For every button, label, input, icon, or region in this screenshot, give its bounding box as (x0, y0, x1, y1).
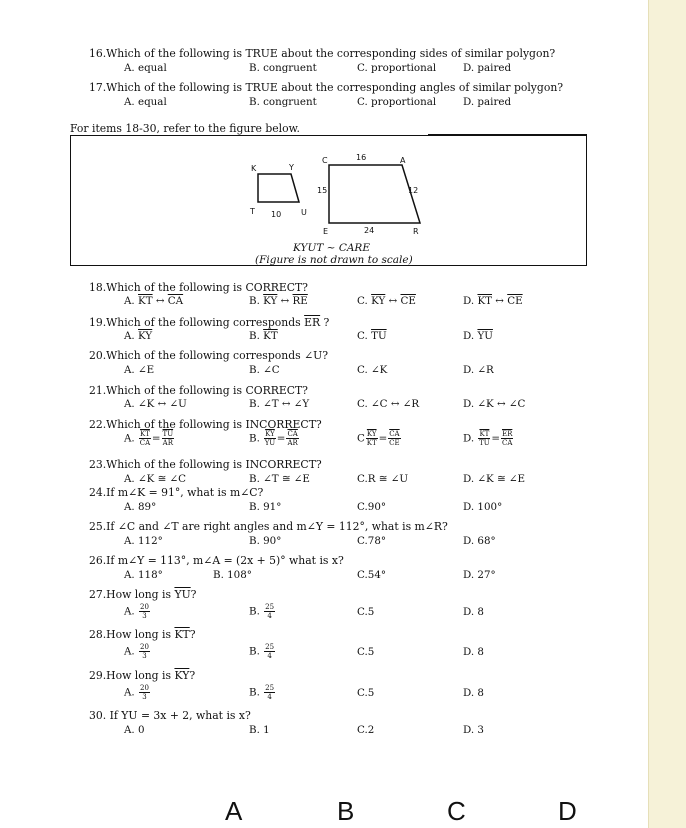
q29-option-b[interactable]: B. $\frac{25}{4}$ (249, 684, 275, 701)
q18-stem: 18.Which of the following is CORRECT? (89, 281, 308, 294)
q19-stem: 19.Which of the following corresponds $\overline{ER}$ ? (89, 316, 330, 329)
q24-option-d[interactable]: D. 100° (463, 501, 503, 513)
q28-stem: 28.How long is $\overline{KT}$? (89, 628, 196, 641)
q17-option-a[interactable]: A. equal (124, 96, 167, 108)
q19-option-d[interactable]: D. $\overline{YU}$ (463, 330, 493, 342)
q30-option-c[interactable]: C.2 (357, 724, 375, 736)
q21-option-b[interactable]: B. ∠T ↔ ∠Y (249, 398, 310, 410)
q23-stem: 23.Which of the following is INCORRECT? (89, 458, 322, 471)
q29-option-c[interactable]: C.5 (357, 687, 375, 699)
label-ar-length: 12 (408, 186, 419, 195)
q22-option-b[interactable]: B. $\frac{\overline{KY}}{YU}$ = $\frac{\overline{CA}}{AR}$ (249, 430, 298, 447)
q22-option-a[interactable]: A. $\frac{\overline{KT}}{CA}$ = $\frac{\overline{TU}}{AR}$ (124, 430, 174, 447)
q24-stem: 24.If m∠K = 91°, what is m∠C? (89, 486, 264, 499)
q30-stem: 30. If YU = 3x + 2, what is x? (89, 709, 251, 722)
q25-option-b[interactable]: B. 90° (249, 535, 282, 547)
q22-stem: 22.Which of the following is INCORRECT? (89, 418, 322, 431)
q18-option-a[interactable]: A. $\overline{KT}$ ↔ $\overline{CA}$ (124, 295, 184, 307)
label-er-length: 24 (364, 226, 375, 235)
q18-option-c[interactable]: C. $\overline{KY}$ ↔ $\overline{CE}$ (357, 295, 416, 307)
q20-stem: 20.Which of the following corresponds ∠U? (89, 349, 329, 362)
q27-option-c[interactable]: C.5 (357, 606, 375, 618)
label-t: T (250, 207, 255, 216)
q16-option-c[interactable]: C. proportional (357, 62, 437, 74)
label-ca-length: 16 (356, 153, 367, 162)
q17-stem: 17.Which of the following is TRUE about the corresponding angles of similar polygon? (89, 81, 564, 94)
label-k: K (251, 164, 257, 173)
q28-option-c[interactable]: C.5 (357, 646, 375, 658)
side-margin-strip (648, 0, 686, 828)
answer-tab-a[interactable]: A (225, 796, 243, 826)
label-r: R (413, 227, 419, 236)
label-e: E (323, 227, 329, 236)
q26-option-d[interactable]: D. 27° (463, 569, 496, 581)
instruction-text: For items 18-30, refer to the figure below. (70, 122, 300, 135)
q16-option-a[interactable]: A. equal (124, 62, 167, 74)
q18-option-d[interactable]: D. $\overline{KT}$ ↔ $\overline{CE}$ (463, 295, 523, 307)
q25-option-d[interactable]: D. 68° (463, 535, 496, 547)
q19-option-a[interactable]: A. $\overline{KY}$ (124, 330, 153, 342)
q22-option-c[interactable]: C $\frac{\overline{KY}}{KT}$ = $\frac{\overline{CA}}{CE}$ (357, 430, 400, 447)
q20-option-b[interactable]: B. ∠C (249, 364, 280, 376)
answer-tab-d[interactable]: D (558, 796, 577, 826)
q21-option-c[interactable]: C. ∠C ↔ ∠R (357, 398, 420, 410)
kyut-polygon (258, 174, 299, 202)
label-a: A (400, 156, 406, 165)
q19-option-b[interactable]: B. $\overline{KT}$ (249, 330, 278, 342)
q30-option-a[interactable]: A. 0 (124, 724, 145, 736)
q27-stem: 27.How long is $\overline{YU}$? (89, 588, 197, 601)
label-c: C (322, 156, 328, 165)
label-y: Y (289, 163, 294, 172)
q16-stem: 16.Which of the following is TRUE about the corresponding sides of similar polygon? (89, 47, 556, 60)
label-u: U (301, 208, 307, 217)
q28-option-d[interactable]: D. 8 (463, 646, 484, 658)
q26-option-b[interactable]: B. 108° (213, 569, 252, 581)
q25-option-a[interactable]: A. 112° (124, 535, 163, 547)
q21-option-a[interactable]: A. ∠K ↔ ∠U (124, 398, 187, 410)
q23-option-c[interactable]: C.R ≅ ∠U (357, 473, 409, 485)
q29-option-a[interactable]: A. $\frac{20}{3}$ (124, 684, 149, 701)
figure-caption: KYUT ~ CARE (293, 242, 371, 254)
q17-option-c[interactable]: C. proportional (357, 96, 437, 108)
q27-option-a[interactable]: A. $\frac{20}{3}$ (124, 603, 149, 620)
q16-option-b[interactable]: B. congruent (249, 62, 317, 74)
q21-option-d[interactable]: D. ∠K ↔ ∠C (463, 398, 526, 410)
q22-option-d[interactable]: D. $\frac{\overline{KT}}{TU}$ = $\frac{\overline{ER}}{CA}$ (463, 430, 513, 447)
answer-tab-b[interactable]: B (337, 796, 355, 826)
label-tu-length: 10 (271, 210, 282, 219)
figure-box (70, 135, 587, 266)
q21-stem: 21.Which of the following is CORRECT? (89, 384, 308, 397)
q18-option-b[interactable]: B. $\overline{KY}$ ↔ $\overline{RE}$ (249, 295, 308, 307)
q24-option-b[interactable]: B. 91° (249, 501, 282, 513)
q17-option-d[interactable]: D. paired (463, 96, 512, 108)
q17-option-b[interactable]: B. congruent (249, 96, 317, 108)
q26-option-c[interactable]: C.54° (357, 569, 387, 581)
q16-option-d[interactable]: D. paired (463, 62, 512, 74)
q28-option-b[interactable]: B. $\frac{25}{4}$ (249, 643, 275, 660)
q27-option-b[interactable]: B. $\frac{25}{4}$ (249, 603, 275, 620)
q20-option-d[interactable]: D. ∠R (463, 364, 494, 376)
q24-option-c[interactable]: C.90° (357, 501, 387, 513)
figure-note: (Figure is not drawn to scale) (255, 254, 413, 266)
answer-tab-c[interactable]: C (447, 796, 466, 826)
q19-option-c[interactable]: C. $\overline{TU}$ (357, 330, 387, 342)
q27-option-d[interactable]: D. 8 (463, 606, 484, 618)
q26-stem: 26.If m∠Y = 113°, m∠A = (2x + 5)° what is x? (89, 554, 344, 567)
q20-option-a[interactable]: A. ∠E (124, 364, 155, 376)
q20-option-c[interactable]: C. ∠K (357, 364, 388, 376)
q30-option-d[interactable]: D. 3 (463, 724, 484, 736)
q30-option-b[interactable]: B. 1 (249, 724, 270, 736)
q24-option-a[interactable]: A. 89° (124, 501, 157, 513)
q29-stem: 29.How long is $\overline{KY}$? (89, 669, 196, 682)
q29-option-d[interactable]: D. 8 (463, 687, 484, 699)
q23-option-b[interactable]: B. ∠T ≅ ∠E (249, 473, 310, 485)
q26-option-a[interactable]: A. 118° (124, 569, 163, 581)
q28-option-a[interactable]: A. $\frac{20}{3}$ (124, 643, 149, 660)
q23-option-d[interactable]: D. ∠K ≅ ∠E (463, 473, 526, 485)
q25-stem: 25.If ∠C and ∠T are right angles and m∠Y = 112°, what is m∠R? (89, 520, 448, 533)
care-polygon (329, 165, 420, 223)
label-ce-length: 15 (317, 186, 328, 195)
q23-option-a[interactable]: A. ∠K ≅ ∠C (124, 473, 186, 485)
q25-option-c[interactable]: C.78° (357, 535, 387, 547)
